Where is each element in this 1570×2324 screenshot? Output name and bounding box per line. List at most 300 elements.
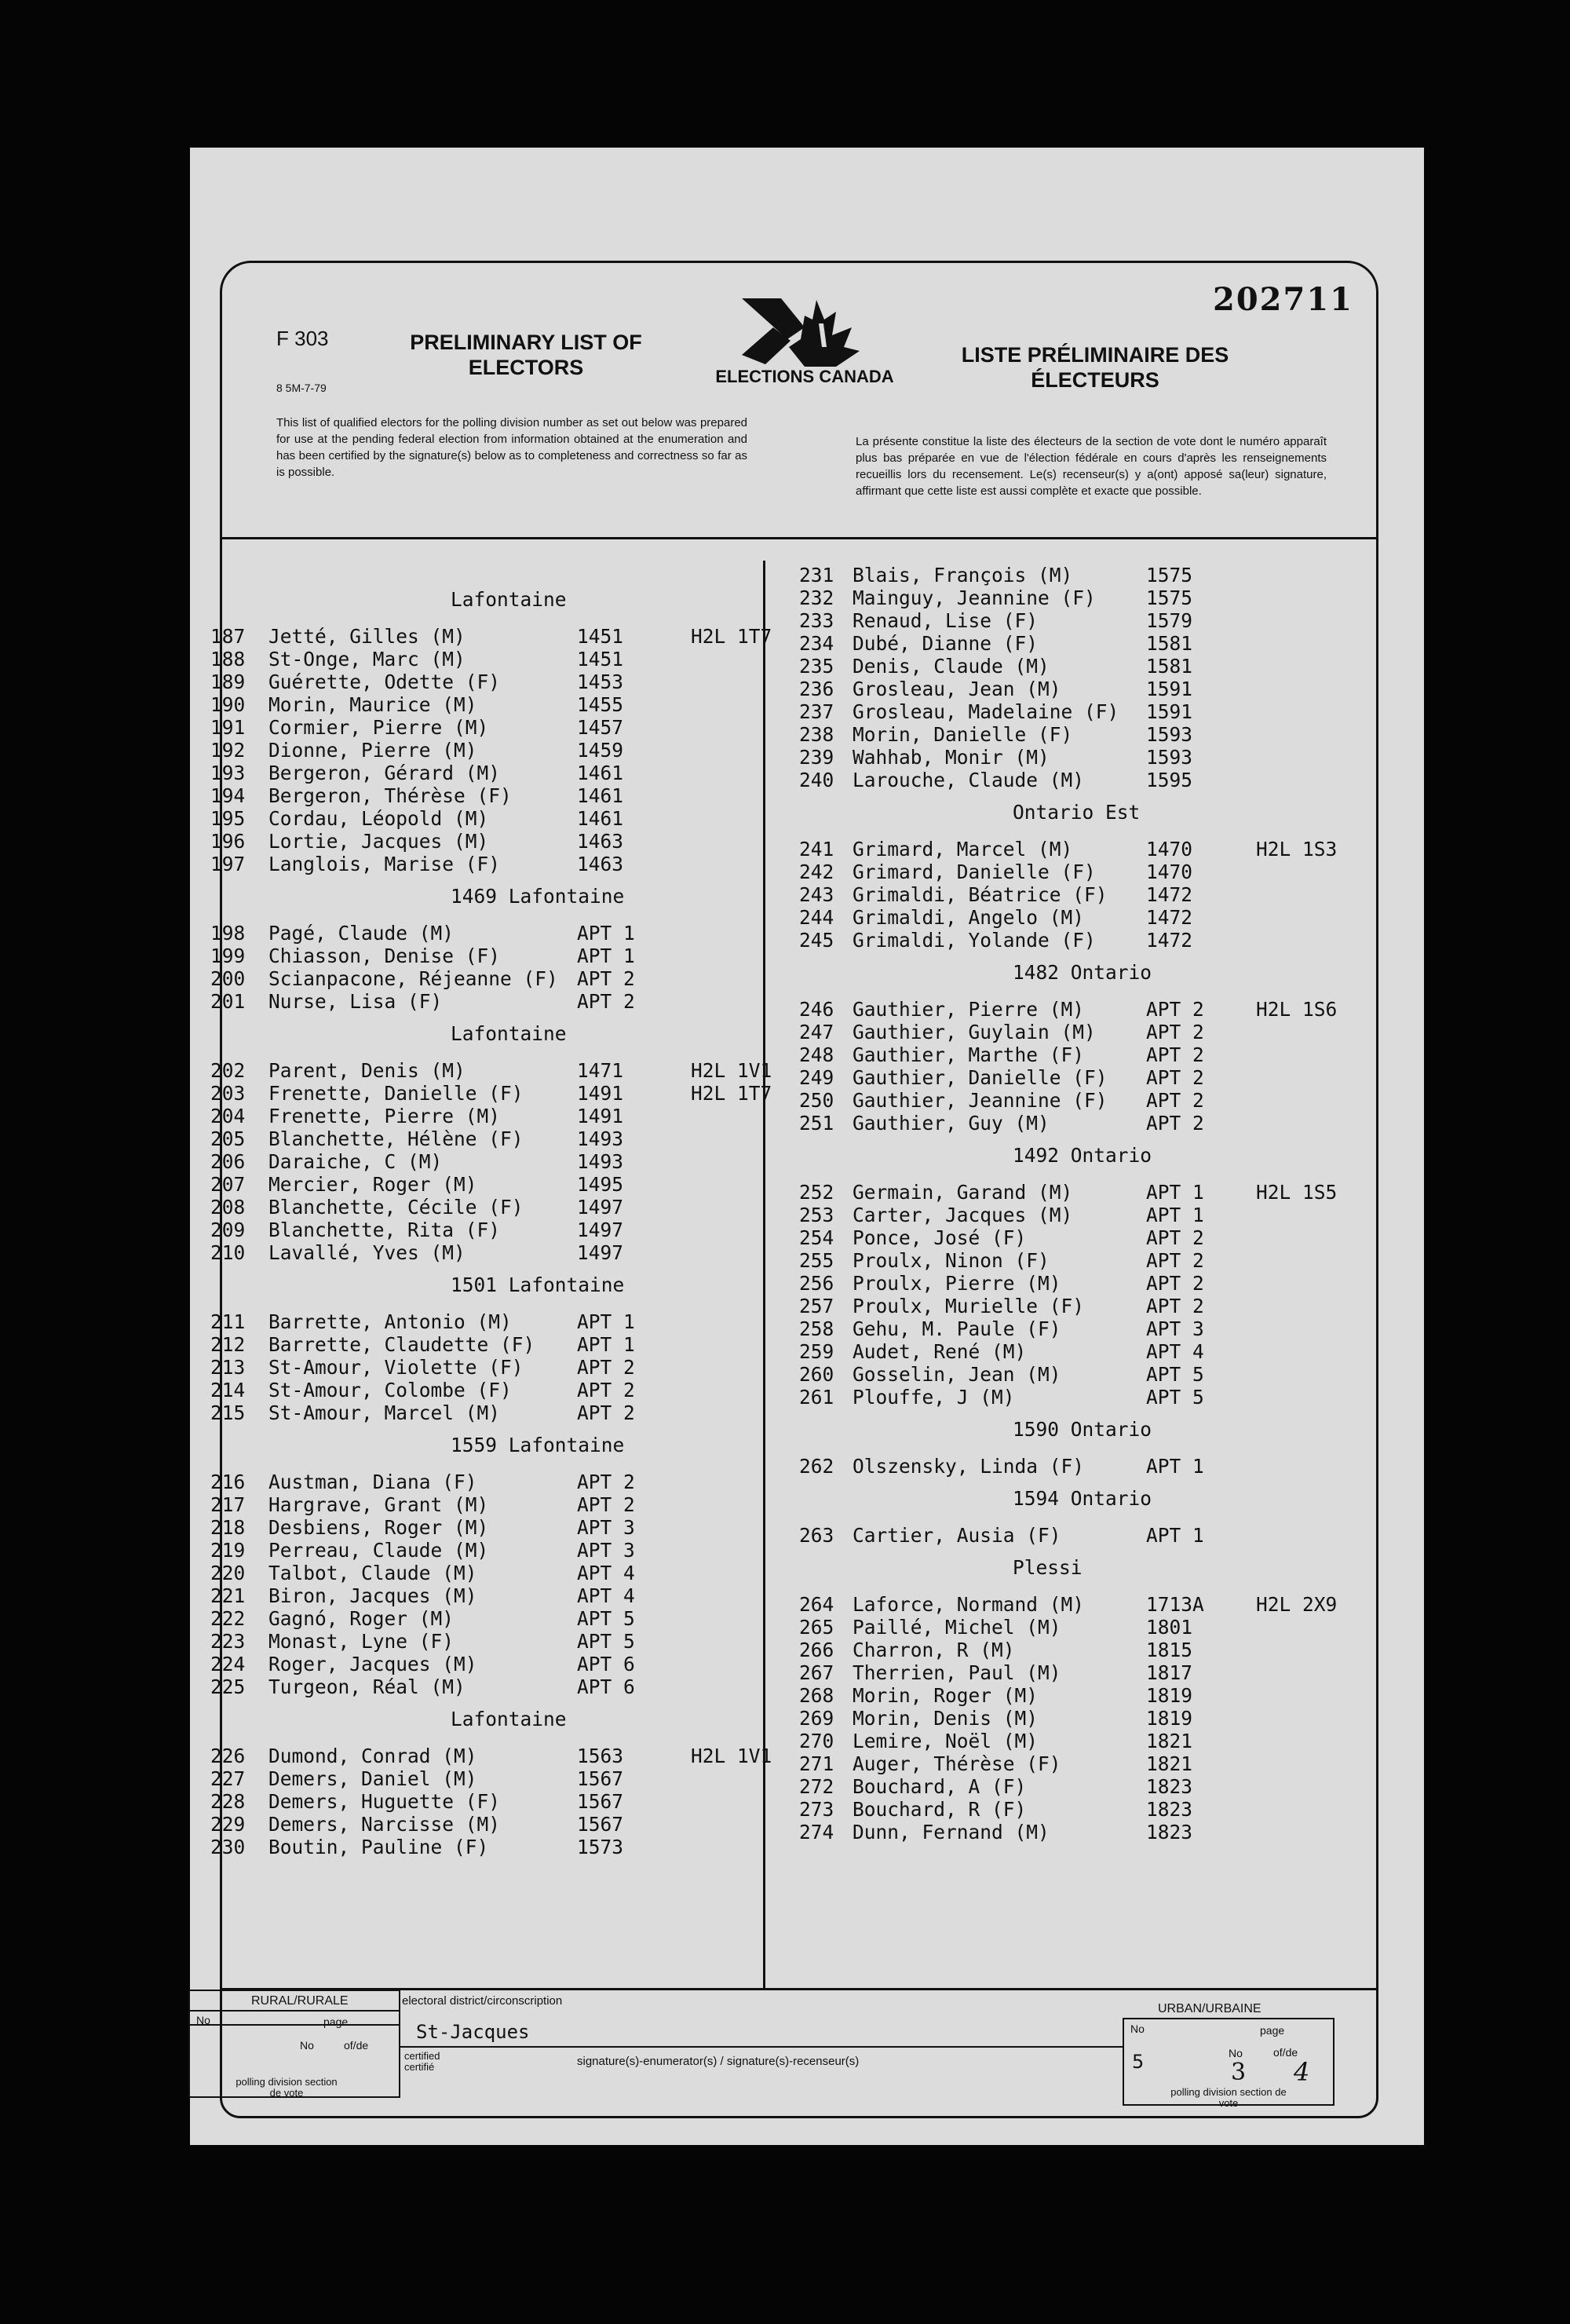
street-heading: 1594 Ontario xyxy=(1013,1487,1152,1510)
elector-number: 196 xyxy=(210,830,246,853)
elector-address: 1472 xyxy=(1146,906,1193,929)
elector-number: 216 xyxy=(210,1471,246,1493)
elector-name: St-Amour, Marcel (M) xyxy=(268,1401,501,1424)
elector-name: Dionne, Pierre (M) xyxy=(268,739,477,762)
elector-address: APT 2 xyxy=(577,990,635,1013)
elector-address: APT 5 xyxy=(577,1630,635,1653)
elector-name: Scianpacone, Réjeanne (F) xyxy=(268,967,558,990)
elector-address: APT 2 xyxy=(577,967,635,990)
elector-number: 252 xyxy=(799,1181,834,1204)
elector-name: Gauthier, Marthe (F) xyxy=(853,1043,1085,1066)
urban-page-value: 3 xyxy=(1231,2059,1247,2086)
column-divider xyxy=(763,561,765,1990)
elector-name: Bouchard, R (F) xyxy=(853,1798,1027,1821)
elector-number: 201 xyxy=(210,990,246,1013)
elector-name: Lortie, Jacques (M) xyxy=(268,830,489,853)
street-heading: 1492 Ontario xyxy=(1013,1144,1152,1167)
elector-name: Morin, Maurice (M) xyxy=(268,693,477,716)
elector-address: APT 1 xyxy=(1146,1181,1204,1204)
elector-name: Bergeron, Gérard (M) xyxy=(268,762,501,784)
elector-name: Frenette, Danielle (F) xyxy=(268,1082,524,1105)
rural-of-label: of/de xyxy=(344,2039,369,2052)
elector-number: 211 xyxy=(210,1310,246,1333)
elector-name: Mainguy, Jeannine (F) xyxy=(853,586,1096,609)
elector-number: 261 xyxy=(799,1386,834,1409)
elector-name: Grimard, Marcel (M) xyxy=(853,838,1073,861)
elector-number: 221 xyxy=(210,1584,246,1607)
urban-no-label-2: No xyxy=(1229,2047,1243,2059)
elector-name: Grimaldi, Yolande (F) xyxy=(853,929,1096,952)
elector-number: 188 xyxy=(210,648,246,671)
elector-address: 1579 xyxy=(1146,609,1193,632)
street-heading: 1469 Lafontaine xyxy=(451,885,625,908)
elector-address: APT 5 xyxy=(577,1607,635,1630)
elector-address: APT 3 xyxy=(577,1516,635,1539)
elector-number: 268 xyxy=(799,1684,834,1707)
elector-address: APT 2 xyxy=(577,1401,635,1424)
elector-number: 226 xyxy=(210,1745,246,1767)
logo-text-elections: ELECTIONS CANADA xyxy=(715,367,894,386)
elector-number: 191 xyxy=(210,716,246,739)
elector-number: 208 xyxy=(210,1196,246,1219)
elector-name: Guérette, Odette (F) xyxy=(268,671,501,693)
district-value: St-Jacques xyxy=(416,2021,530,2043)
elector-number: 265 xyxy=(799,1616,834,1639)
elector-name: Mercier, Roger (M) xyxy=(268,1173,477,1196)
district-underline xyxy=(400,2046,1123,2048)
elector-name: Gauthier, Pierre (M) xyxy=(853,998,1085,1021)
elector-address: 1463 xyxy=(577,853,624,875)
elector-address: 1461 xyxy=(577,762,624,784)
elector-name: Auger, Thérèse (F) xyxy=(853,1752,1061,1775)
elector-number: 195 xyxy=(210,807,246,830)
elector-number: 250 xyxy=(799,1089,834,1112)
street-heading: 1501 Lafontaine xyxy=(451,1273,625,1296)
elector-name: Blanchette, Hélène (F) xyxy=(268,1127,524,1150)
elector-number: 247 xyxy=(799,1021,834,1043)
elector-address: 1581 xyxy=(1146,632,1193,655)
elector-name: Pagé, Claude (M) xyxy=(268,922,455,945)
elector-name: Grimaldi, Angelo (M) xyxy=(853,906,1085,929)
elector-address: 1459 xyxy=(577,739,624,762)
elector-address: APT 2 xyxy=(577,1379,635,1401)
elector-address: APT 3 xyxy=(577,1539,635,1562)
elector-postal-code: H2L 1V1 xyxy=(691,1059,772,1082)
elector-address: APT 5 xyxy=(1146,1386,1204,1409)
elector-number: 189 xyxy=(210,671,246,693)
elector-number: 271 xyxy=(799,1752,834,1775)
district-label: electoral district/circonscription xyxy=(402,1994,563,2008)
elector-address: 1567 xyxy=(577,1813,624,1836)
street-heading: 1482 Ontario xyxy=(1013,961,1152,984)
urban-page-label: page xyxy=(1260,2024,1285,2037)
elector-number: 218 xyxy=(210,1516,246,1539)
street-heading: Lafontaine xyxy=(451,1708,567,1730)
elector-address: APT 3 xyxy=(1146,1317,1204,1340)
title-french: LISTE PRÉLIMINAIRE DES ÉLECTEURS xyxy=(961,343,1229,392)
elector-address: APT 1 xyxy=(577,922,635,945)
elector-name: Parent, Denis (M) xyxy=(268,1059,466,1082)
elector-name: Bouchard, A (F) xyxy=(853,1775,1027,1798)
elector-number: 223 xyxy=(210,1630,246,1653)
elector-postal-code: H2L 1S5 xyxy=(1256,1181,1338,1204)
street-heading: 1590 Ontario xyxy=(1013,1418,1152,1441)
street-heading: Lafontaine xyxy=(451,588,567,611)
elector-number: 239 xyxy=(799,746,834,769)
elector-address: 1461 xyxy=(577,807,624,830)
elector-number: 254 xyxy=(799,1226,834,1249)
elector-name: Cartier, Ausia (F) xyxy=(853,1524,1061,1547)
elector-name: Desbiens, Roger (M) xyxy=(268,1516,489,1539)
elector-address: 1595 xyxy=(1146,769,1193,791)
elector-number: 187 xyxy=(210,625,246,648)
elector-number: 244 xyxy=(799,906,834,929)
urban-of-value: 4 xyxy=(1294,2057,1310,2087)
elector-address: APT 2 xyxy=(1146,1249,1204,1272)
elector-name: Boutin, Pauline (F) xyxy=(268,1836,489,1858)
elector-number: 260 xyxy=(799,1363,834,1386)
elector-address: APT 6 xyxy=(577,1653,635,1675)
street-heading: 1559 Lafontaine xyxy=(451,1434,625,1456)
elector-name: Gauthier, Danielle (F) xyxy=(853,1066,1108,1089)
elector-number: 234 xyxy=(799,632,834,655)
elector-postal-code: H2L 1S3 xyxy=(1256,838,1338,861)
elector-address: APT 4 xyxy=(577,1562,635,1584)
elector-number: 219 xyxy=(210,1539,246,1562)
elector-number: 225 xyxy=(210,1675,246,1698)
elector-name: Audet, René (M) xyxy=(853,1340,1027,1363)
elector-name: Morin, Denis (M) xyxy=(853,1707,1039,1730)
elector-number: 257 xyxy=(799,1295,834,1317)
elector-name: Austman, Diana (F) xyxy=(268,1471,477,1493)
elector-number: 217 xyxy=(210,1493,246,1516)
elector-address: 1567 xyxy=(577,1767,624,1790)
elector-name: Bergeron, Thérèse (F) xyxy=(268,784,512,807)
form-code: F 303 xyxy=(276,327,329,350)
elector-address: APT 2 xyxy=(1146,1226,1204,1249)
elector-address: APT 2 xyxy=(577,1493,635,1516)
elector-number: 245 xyxy=(799,929,834,952)
elector-address: 1819 xyxy=(1146,1707,1193,1730)
elector-name: St-Onge, Marc (M) xyxy=(268,648,466,671)
elector-name: Carter, Jacques (M) xyxy=(853,1204,1073,1226)
urban-polling-label: polling division section de vote xyxy=(1170,2086,1287,2109)
elector-address: 1497 xyxy=(577,1241,624,1264)
elector-name: Gosselin, Jean (M) xyxy=(853,1363,1061,1386)
elector-number: 224 xyxy=(210,1653,246,1675)
elector-number: 213 xyxy=(210,1356,246,1379)
elector-address: APT 4 xyxy=(577,1584,635,1607)
elector-name: Daraiche, C (M) xyxy=(268,1150,443,1173)
elector-number: 236 xyxy=(799,678,834,700)
elector-number: 253 xyxy=(799,1204,834,1226)
elector-name: Blanchette, Cécile (F) xyxy=(268,1196,524,1219)
elector-address: 1593 xyxy=(1146,723,1193,746)
elector-number: 230 xyxy=(210,1836,246,1858)
elector-number: 249 xyxy=(799,1066,834,1089)
elector-number: 255 xyxy=(799,1249,834,1272)
note-english: This list of qualified electors for the polling division number as set out below was prepared for use at the pending federal election from information obtained at the enumeration and has been certified by the signature(s) below as to completeness and correctness so far as is possible. xyxy=(276,416,747,479)
street-heading: Ontario Est xyxy=(1013,801,1141,824)
elector-address: 1470 xyxy=(1146,838,1193,861)
elector-address: APT 6 xyxy=(577,1675,635,1698)
elector-address: 1457 xyxy=(577,716,624,739)
elector-address: 1493 xyxy=(577,1150,624,1173)
elector-number: 274 xyxy=(799,1821,834,1843)
elector-number: 242 xyxy=(799,861,834,883)
elections-canada-logo xyxy=(715,292,894,402)
elector-address: 1575 xyxy=(1146,564,1193,586)
elector-number: 193 xyxy=(210,762,246,784)
elector-address: APT 2 xyxy=(577,1471,635,1493)
elector-name: Ponce, José (F) xyxy=(853,1226,1027,1249)
elector-postal-code: H2L 1T7 xyxy=(691,1082,772,1105)
elector-address: APT 2 xyxy=(577,1356,635,1379)
elector-address: 1819 xyxy=(1146,1684,1193,1707)
rural-label: RURAL/RURALE xyxy=(251,1994,349,2008)
elector-address: 1472 xyxy=(1146,929,1193,952)
elector-number: 259 xyxy=(799,1340,834,1363)
elector-number: 202 xyxy=(210,1059,246,1082)
elector-name: Barrette, Claudette (F) xyxy=(268,1333,535,1356)
elector-number: 238 xyxy=(799,723,834,746)
elector-address: 1563 xyxy=(577,1745,624,1767)
elector-address: APT 2 xyxy=(1146,1021,1204,1043)
elector-address: APT 1 xyxy=(577,1310,635,1333)
elector-name: Grosleau, Madelaine (F) xyxy=(853,700,1119,723)
elector-number: 248 xyxy=(799,1043,834,1066)
elector-address: 1451 xyxy=(577,625,624,648)
header-divider xyxy=(221,537,1377,539)
elector-number: 270 xyxy=(799,1730,834,1752)
elector-address: APT 1 xyxy=(1146,1204,1204,1226)
elector-name: Blanchette, Rita (F) xyxy=(268,1219,501,1241)
elector-name: Frenette, Pierre (M) xyxy=(268,1105,501,1127)
elector-postal-code: H2L 1V1 xyxy=(691,1745,772,1767)
elector-address: APT 2 xyxy=(1146,1089,1204,1112)
elector-name: Proulx, Pierre (M) xyxy=(853,1272,1061,1295)
elector-number: 243 xyxy=(799,883,834,906)
elector-address: 1491 xyxy=(577,1082,624,1105)
elector-name: Dumond, Conrad (M) xyxy=(268,1745,477,1767)
elector-address: APT 1 xyxy=(577,945,635,967)
elector-address: APT 2 xyxy=(1146,1066,1204,1089)
elector-number: 220 xyxy=(210,1562,246,1584)
elector-address: 1815 xyxy=(1146,1639,1193,1661)
elector-name: Cordau, Léopold (M) xyxy=(268,807,489,830)
elector-address: 1453 xyxy=(577,671,624,693)
elector-number: 232 xyxy=(799,586,834,609)
elector-address: 1573 xyxy=(577,1836,624,1858)
elector-number: 222 xyxy=(210,1607,246,1630)
elector-number: 231 xyxy=(799,564,834,586)
elector-number: 209 xyxy=(210,1219,246,1241)
elector-address: APT 1 xyxy=(577,1333,635,1356)
elector-postal-code: H2L 2X9 xyxy=(1256,1593,1338,1616)
elector-address: 1491 xyxy=(577,1105,624,1127)
elector-name: Olszensky, Linda (F) xyxy=(853,1455,1085,1478)
rural-no-label-2: No xyxy=(300,2039,314,2052)
elector-address: 1713A xyxy=(1146,1593,1204,1616)
elector-name: Chiasson, Denise (F) xyxy=(268,945,501,967)
elector-number: 246 xyxy=(799,998,834,1021)
elector-address: 1455 xyxy=(577,693,624,716)
elector-address: APT 2 xyxy=(1146,1295,1204,1317)
elector-number: 241 xyxy=(799,838,834,861)
elector-number: 203 xyxy=(210,1082,246,1105)
elector-name: Morin, Roger (M) xyxy=(853,1684,1039,1707)
elector-name: Talbot, Claude (M) xyxy=(268,1562,477,1584)
elector-address: APT 2 xyxy=(1146,998,1204,1021)
elector-name: Monast, Lyne (F) xyxy=(268,1630,455,1653)
elector-postal-code: H2L 1S6 xyxy=(1256,998,1338,1021)
elector-name: Demers, Narcisse (M) xyxy=(268,1813,501,1836)
elector-name: Lemire, Noël (M) xyxy=(853,1730,1039,1752)
serial-number: 202711 xyxy=(1213,281,1353,318)
title-english: PRELIMINARY LIST OF ELECTORS xyxy=(410,331,642,379)
elector-address: 1575 xyxy=(1146,586,1193,609)
urban-of-label: of/de xyxy=(1273,2046,1298,2059)
elector-number: 192 xyxy=(210,739,246,762)
elector-name: Paillé, Michel (M) xyxy=(853,1616,1061,1639)
elector-number: 240 xyxy=(799,769,834,791)
signature-label: signature(s)-enumerator(s) / signature(s)-recenseur(s) xyxy=(577,2055,860,2068)
elector-number: 229 xyxy=(210,1813,246,1836)
elector-number: 267 xyxy=(799,1661,834,1684)
elector-address: 1493 xyxy=(577,1127,624,1150)
elector-name: Blais, François (M) xyxy=(853,564,1073,586)
elector-number: 204 xyxy=(210,1105,246,1127)
elector-name: Proulx, Ninon (F) xyxy=(853,1249,1050,1272)
rural-polling-label: polling division section de vote xyxy=(236,2076,338,2099)
elector-name: Laforce, Normand (M) xyxy=(853,1593,1085,1616)
elector-name: Nurse, Lisa (F) xyxy=(268,990,443,1013)
elector-address: 1461 xyxy=(577,784,624,807)
elector-number: 214 xyxy=(210,1379,246,1401)
elector-name: Gehu, M. Paule (F) xyxy=(853,1317,1061,1340)
elector-number: 199 xyxy=(210,945,246,967)
elector-name: Jetté, Gilles (M) xyxy=(268,625,466,648)
elector-number: 237 xyxy=(799,700,834,723)
elector-address: APT 5 xyxy=(1146,1363,1204,1386)
certified-label: certified certifié xyxy=(404,2050,440,2073)
elector-address: APT 2 xyxy=(1146,1112,1204,1135)
elector-address: 1451 xyxy=(577,648,624,671)
elector-address: 1471 xyxy=(577,1059,624,1082)
elector-address: 1591 xyxy=(1146,678,1193,700)
elector-name: Germain, Garand (M) xyxy=(853,1181,1073,1204)
elector-name: St-Amour, Colombe (F) xyxy=(268,1379,512,1401)
elector-address: APT 2 xyxy=(1146,1272,1204,1295)
elector-number: 207 xyxy=(210,1173,246,1196)
elector-name: Turgeon, Réal (M) xyxy=(268,1675,466,1698)
elector-name: Demers, Huguette (F) xyxy=(268,1790,501,1813)
elector-address: 1821 xyxy=(1146,1752,1193,1775)
elector-number: 269 xyxy=(799,1707,834,1730)
street-heading: Plessi xyxy=(1013,1556,1083,1579)
urban-no-label: No xyxy=(1130,2023,1145,2035)
elector-address: APT 1 xyxy=(1146,1455,1204,1478)
elector-number: 258 xyxy=(799,1317,834,1340)
elector-address: 1823 xyxy=(1146,1775,1193,1798)
elector-name: Plouffe, J (M) xyxy=(853,1386,1015,1409)
elector-address: 1821 xyxy=(1146,1730,1193,1752)
elector-address: APT 4 xyxy=(1146,1340,1204,1363)
rural-no-label: No xyxy=(196,2014,210,2026)
elector-number: 227 xyxy=(210,1767,246,1790)
elector-name: Grimaldi, Béatrice (F) xyxy=(853,883,1108,906)
elector-name: Therrien, Paul (M) xyxy=(853,1661,1061,1684)
elector-name: Gauthier, Guy (M) xyxy=(853,1112,1050,1135)
elector-address: 1817 xyxy=(1146,1661,1193,1684)
elector-name: Grimard, Danielle (F) xyxy=(853,861,1096,883)
note-french: La présente constitue la liste des électeurs de la section de vote dont le numéro apparaît plus bas préparée en vue de l'élection fédérale en cours d'après les renseignements recueillis lors du recensement. Le(s) recenseur(s) y a(ont) apposé sa(leur) signature, affirmant que cette liste est aussi complète et exacte que possible. xyxy=(856,435,1327,498)
elector-address: 1801 xyxy=(1146,1616,1193,1639)
elector-number: 266 xyxy=(799,1639,834,1661)
elector-name: Perreau, Claude (M) xyxy=(268,1539,489,1562)
rural-page-label: page xyxy=(323,2015,349,2028)
elector-name: Gauthier, Jeannine (F) xyxy=(853,1089,1108,1112)
elector-number: 272 xyxy=(799,1775,834,1798)
elector-name: Charron, R (M) xyxy=(853,1639,1015,1661)
elector-number: 198 xyxy=(210,922,246,945)
elector-name: Roger, Jacques (M) xyxy=(268,1653,477,1675)
elector-address: 1497 xyxy=(577,1219,624,1241)
elector-address: 1497 xyxy=(577,1196,624,1219)
elector-number: 197 xyxy=(210,853,246,875)
elector-number: 228 xyxy=(210,1790,246,1813)
elector-name: Gagnó, Roger (M) xyxy=(268,1607,455,1630)
elector-name: Cormier, Pierre (M) xyxy=(268,716,489,739)
elector-name: St-Amour, Violette (F) xyxy=(268,1356,524,1379)
elector-name: Larouche, Claude (M) xyxy=(853,769,1085,791)
elector-address: APT 1 xyxy=(1146,1524,1204,1547)
elector-number: 235 xyxy=(799,655,834,678)
elector-address: 1823 xyxy=(1146,1821,1193,1843)
elector-address: 1581 xyxy=(1146,655,1193,678)
elector-number: 212 xyxy=(210,1333,246,1356)
elector-name: Demers, Daniel (M) xyxy=(268,1767,477,1790)
elector-name: Morin, Danielle (F) xyxy=(853,723,1073,746)
elector-name: Biron, Jacques (M) xyxy=(268,1584,477,1607)
elector-address: 1472 xyxy=(1146,883,1193,906)
elector-postal-code: H2L 1T7 xyxy=(691,625,772,648)
elector-number: 262 xyxy=(799,1455,834,1478)
form-date: 8 5M-7-79 xyxy=(276,382,327,394)
elector-address: 1567 xyxy=(577,1790,624,1813)
elector-number: 194 xyxy=(210,784,246,807)
elector-number: 210 xyxy=(210,1241,246,1264)
elector-name: Renaud, Lise (F) xyxy=(853,609,1039,632)
elector-number: 215 xyxy=(210,1401,246,1424)
elector-number: 263 xyxy=(799,1524,834,1547)
elector-name: Dunn, Fernand (M) xyxy=(853,1821,1050,1843)
elector-number: 206 xyxy=(210,1150,246,1173)
street-heading: Lafontaine xyxy=(451,1022,567,1045)
elector-number: 251 xyxy=(799,1112,834,1135)
elector-number: 264 xyxy=(799,1593,834,1616)
elector-number: 205 xyxy=(210,1127,246,1150)
elector-name: Denis, Claude (M) xyxy=(853,655,1050,678)
elector-number: 233 xyxy=(799,609,834,632)
elector-name: Gauthier, Guylain (M) xyxy=(853,1021,1096,1043)
urban-label: URBAN/URBAINE xyxy=(1158,2002,1261,2015)
elector-name: Barrette, Antonio (M) xyxy=(268,1310,512,1333)
elector-address: 1823 xyxy=(1146,1798,1193,1821)
elector-name: Dubé, Dianne (F) xyxy=(853,632,1039,655)
elector-number: 256 xyxy=(799,1272,834,1295)
elector-number: 273 xyxy=(799,1798,834,1821)
